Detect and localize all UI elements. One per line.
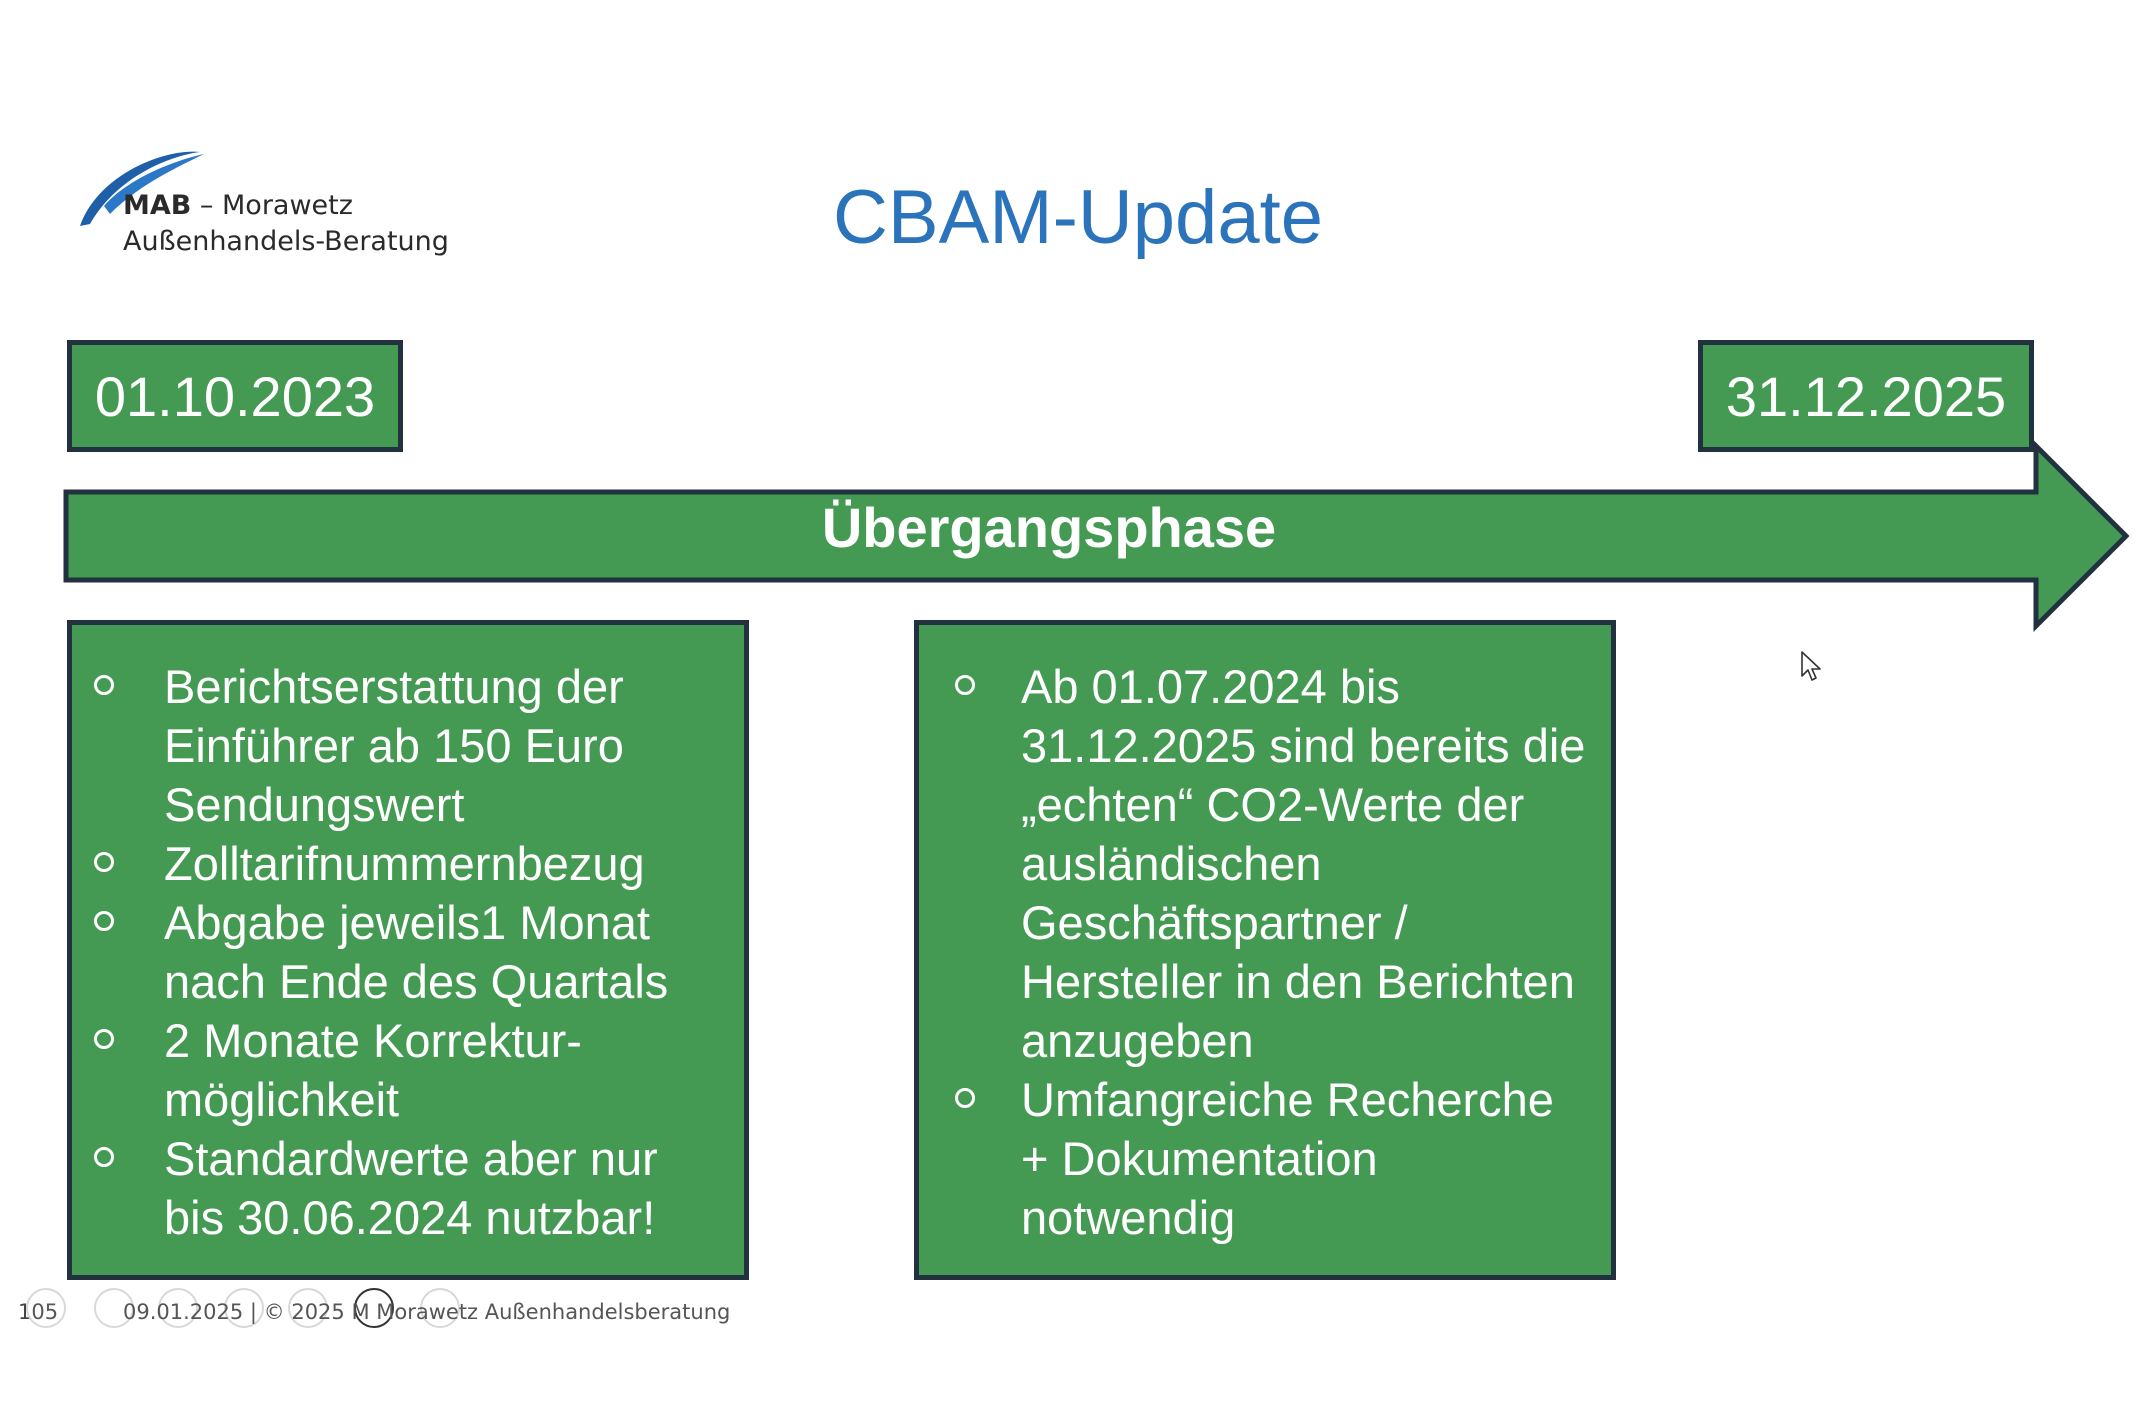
co2-values-list [919,625,1611,1247]
bullet-circle-icon [94,911,114,931]
list-item [919,657,1591,1070]
phase-label: Übergangsphase [821,496,1277,559]
list-item [72,657,724,834]
bullet-circle-icon [94,852,114,872]
bullet-circle-icon [955,675,975,695]
slide-number: 105 [18,1300,59,1324]
list-item-text: Standardwerte aber nur bis 30.06.2024 nutzbar! [164,1132,658,1244]
bullet-circle-icon [94,1029,114,1049]
mouse-pointer-icon [1800,650,1826,686]
list-item-text: Ab 01.07.2024 bis 31.12.2025 sind bereits die „echten“ CO2-Werte der ausländischen Geschäftspartner / Hersteller in den Berichten anzugeben [1021,660,1586,1067]
co2-values-box [914,620,1616,1280]
list-item-text: 2 Monate Korrektur-möglichkeit [164,1014,582,1126]
start-date-box: 01.10.2023 [67,340,403,452]
end-date-box: 31.12.2025 [1698,340,2034,452]
slide-title: CBAM-Update [833,175,1323,260]
logo-morawetz: – Morawetz [191,190,353,221]
bullet-circle-icon [955,1088,975,1108]
back-icon[interactable] [26,1288,66,1328]
list-item-text: Zolltarifnummernbezug [164,837,645,890]
list-item [72,1011,724,1129]
list-item-text: Berichtserstattung der Einführer ab 150 Euro Sendungswert [164,660,624,831]
list-item [72,834,724,893]
bullet-circle-icon [94,1147,114,1167]
bullet-circle-icon [94,675,114,695]
list-item [72,893,724,1011]
footer-text: 09.01.2025 | © 2025 M Morawetz Außenhandelsberatung [123,1300,731,1324]
list-item-text: Abgabe jeweils1 Monat nach Ende des Quartals [164,896,669,1008]
logo-text-line2: Außenhandels-Beratung [123,226,449,257]
list-item-text: Umfangreiche Recherche + Dokumentation notwendig [1021,1073,1554,1244]
slide-footer [18,1298,778,1328]
reporting-requirements-box [67,620,749,1280]
list-item [72,1129,724,1247]
logo-mab: MAB [123,190,192,221]
list-item [919,1070,1591,1247]
reporting-requirements-list [72,625,744,1247]
